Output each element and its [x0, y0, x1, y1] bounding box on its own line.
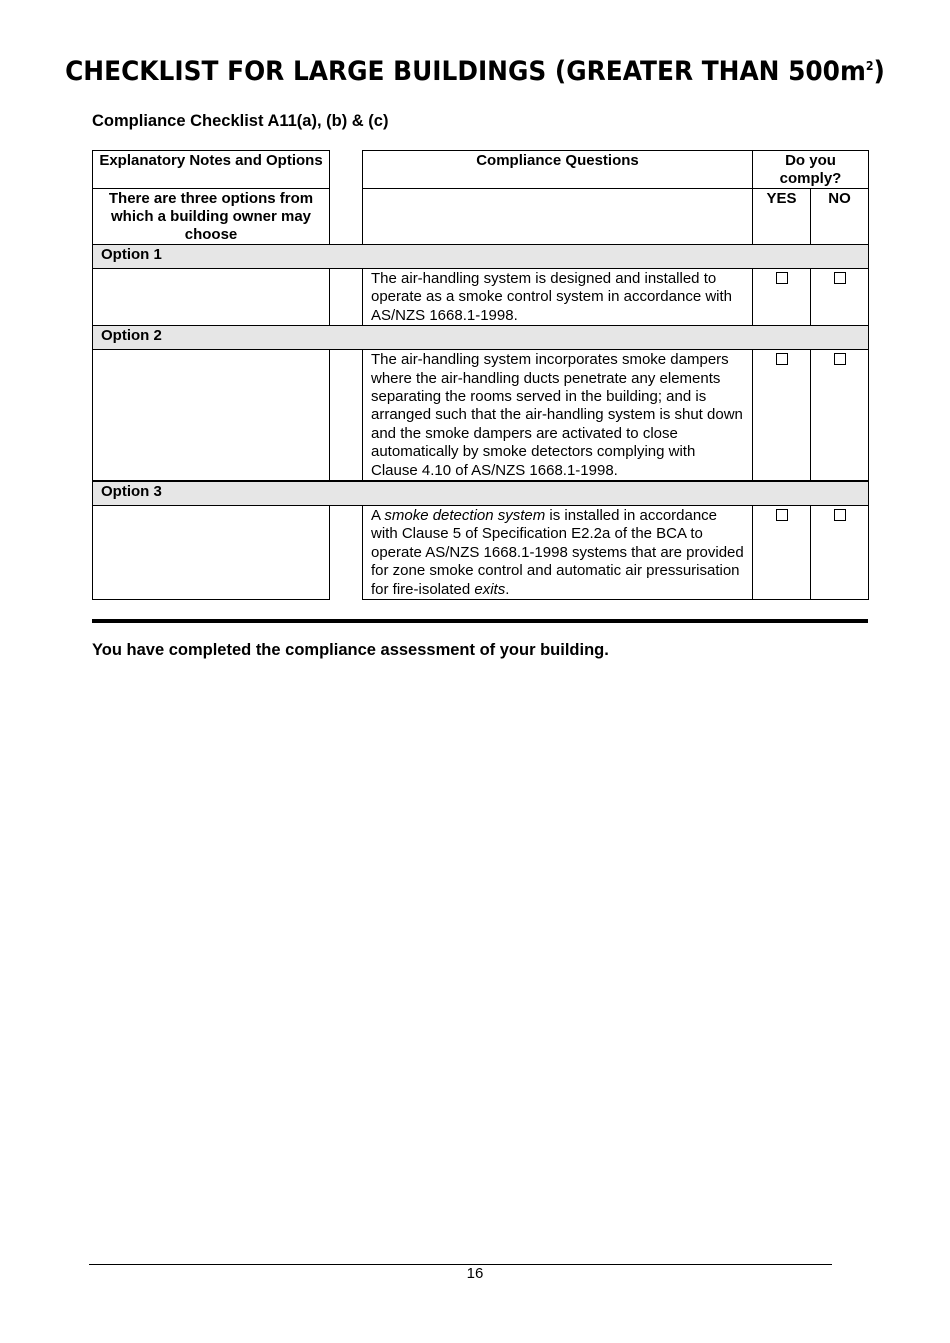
compliance-question [363, 269, 753, 326]
question-text: . [505, 580, 510, 598]
yes-checkbox[interactable] [776, 509, 788, 521]
intro-note: There are three options from which a building owner may choose [93, 189, 330, 245]
completion-message: You have completed the compliance assessment of your building. [92, 641, 609, 659]
column-gap [330, 151, 363, 189]
yes-cell [753, 269, 811, 326]
page-number: 16 [466, 1265, 484, 1282]
header-compliance-questions: Compliance Questions [363, 151, 753, 189]
checklist-subtitle: Compliance Checklist A11(a), (b) & (c) [92, 112, 389, 130]
question-text: The air-handling system incorporates smoke dampers where the air-handling ducts penetrate any elements separating the rooms served in the building; and is arranged such that the air-handling system is shut down and the smoke dampers are activated to close automatically by smoke detectors complying with Clause 4.10 of AS/NZS 1668.1-1998. [371, 351, 743, 479]
no-cell [811, 350, 869, 481]
no-checkbox[interactable] [834, 353, 846, 365]
option-header-row [93, 245, 869, 269]
option-notes-cell [93, 506, 330, 600]
header-yes: YES [753, 189, 811, 245]
page-title-superscript: 2 [865, 59, 874, 73]
question-text: The air-handling system is designed and installed to operate as a smoke control system in accordance with AS/NZS 1668.1-1998. [371, 270, 733, 324]
no-checkbox[interactable] [834, 272, 846, 284]
compliance-table [92, 150, 869, 600]
compliance-question [363, 350, 753, 481]
table-header-row [93, 151, 869, 189]
question-text: smoke detection system [384, 507, 546, 525]
compliance-question [363, 506, 753, 600]
intro-row [93, 189, 869, 245]
option-question-row [93, 269, 869, 326]
page-title-end: ) [873, 56, 885, 87]
header-explanatory-notes: Explanatory Notes and Options [93, 151, 330, 189]
header-do-you-comply: Do you comply? [753, 151, 869, 189]
column-gap [330, 269, 363, 326]
column-gap [330, 350, 363, 481]
option-notes-cell [93, 350, 330, 481]
option-question-row [93, 506, 869, 600]
option-notes-cell [93, 269, 330, 326]
section-divider [92, 619, 868, 623]
question-text: exits [474, 580, 506, 598]
option-header-row [93, 481, 869, 506]
yes-checkbox[interactable] [776, 272, 788, 284]
column-gap [330, 189, 363, 245]
option-label: Option 3 [93, 481, 869, 506]
option-label: Option 1 [93, 245, 869, 269]
option-header-row [93, 326, 869, 350]
page-title-main: CHECKLIST FOR LARGE BUILDINGS (GREATER THAN 500m [65, 56, 866, 87]
option-question-row [93, 350, 869, 481]
yes-checkbox[interactable] [776, 353, 788, 365]
page-title [38, 56, 912, 87]
no-cell [811, 506, 869, 600]
no-cell [811, 269, 869, 326]
question-text: is installed in accordance with Clause 5 of Specification E2.2a of the BCA to operate AS/NZS 1668.1-1998 systems that are provided for zone smoke control and automatic air pressurisation for fire-isolated [371, 507, 744, 598]
yes-cell [753, 350, 811, 481]
column-gap [330, 506, 363, 600]
question-text: A [371, 507, 385, 525]
intro-question-blank [363, 189, 753, 245]
yes-cell [753, 506, 811, 600]
header-no: NO [811, 189, 869, 245]
option-label: Option 2 [93, 326, 869, 350]
no-checkbox[interactable] [834, 509, 846, 521]
